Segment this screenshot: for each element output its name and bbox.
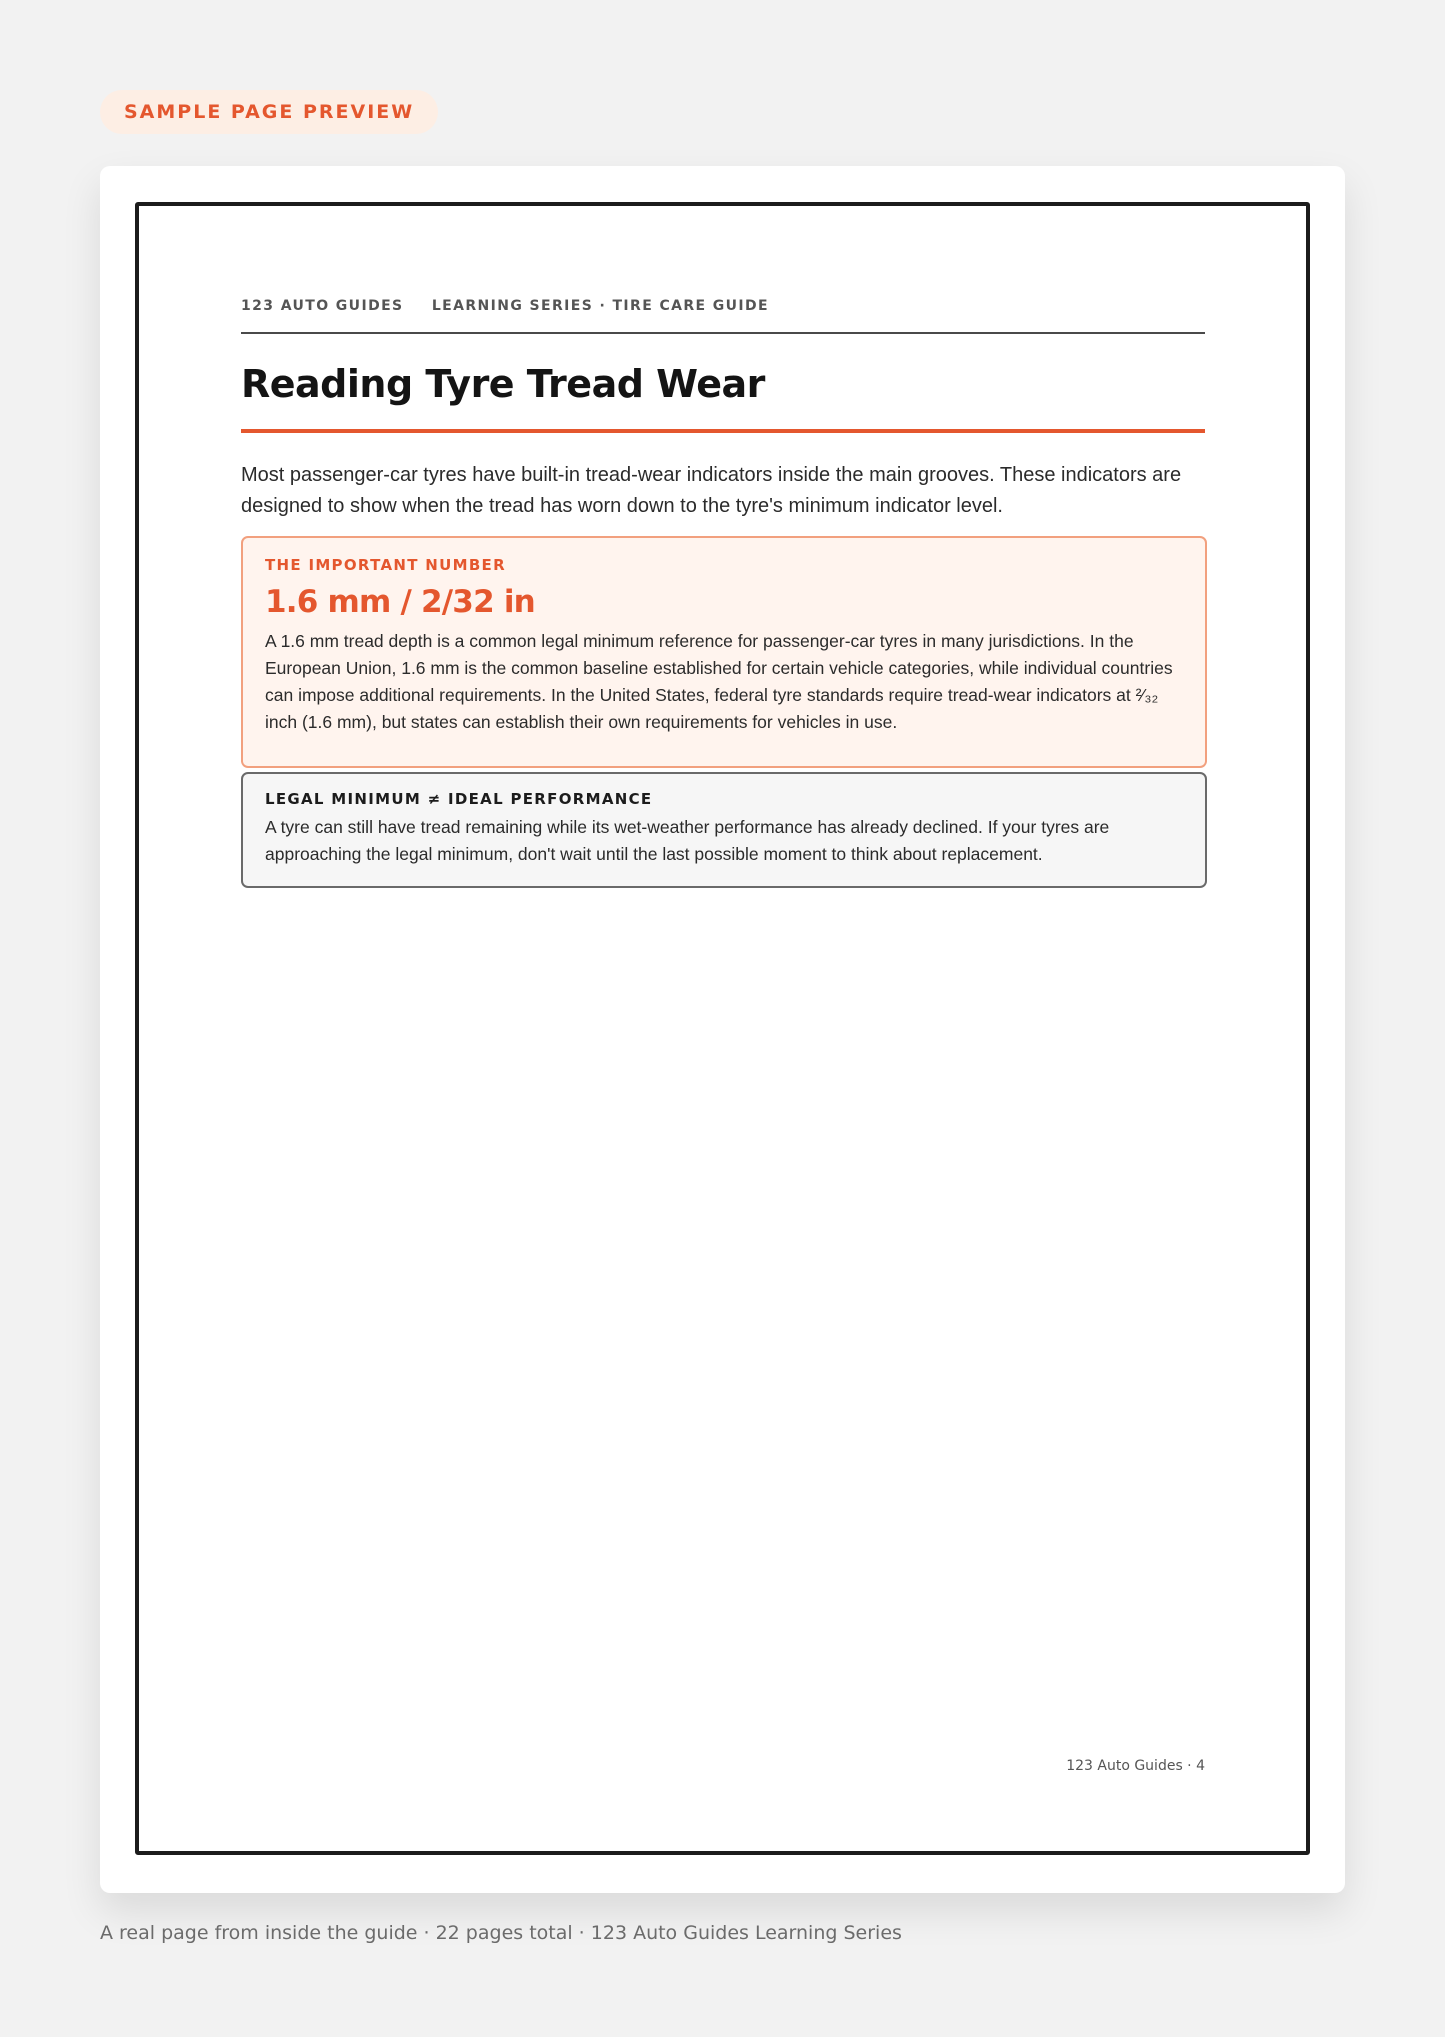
page-title: Reading Tyre Tread Wear bbox=[241, 362, 765, 406]
title-divider bbox=[241, 429, 1205, 433]
note-body: A tyre can still have tread remaining while its wet-weather performance has already declined. If your tyres are approaching the legal minimum, don't wait until the last possible moment to think about replacement. bbox=[265, 817, 1110, 864]
running-header bbox=[241, 298, 1205, 334]
header-series: LEARNING SERIES · TIRE CARE GUIDE bbox=[431, 298, 770, 314]
legal-minimum-note bbox=[241, 772, 1207, 888]
important-number-callout bbox=[241, 536, 1207, 768]
preview-caption: A real page from inside the guide · 22 pages total · 123 Auto Guides Learning Series bbox=[100, 1922, 902, 1944]
header-brand: 123 AUTO GUIDES bbox=[241, 298, 404, 314]
tread-depth-value: 1.6 mm / 2/32 in bbox=[265, 584, 535, 620]
intro-paragraph: Most passenger-car tyres have built-in tread-wear indicators inside the main grooves. These indicators are designed to show when the tread has worn down to the tyre's minimum indicator level. bbox=[241, 464, 1182, 517]
page-footer: 123 Auto Guides · 4 bbox=[1066, 1758, 1205, 1774]
note-label: LEGAL MINIMUM ≠ IDEAL PERFORMANCE bbox=[265, 790, 653, 808]
document-page bbox=[135, 202, 1310, 1855]
sample-preview-badge: SAMPLE PAGE PREVIEW bbox=[100, 90, 438, 134]
callout-label: THE IMPORTANT NUMBER bbox=[265, 556, 506, 574]
preview-card bbox=[100, 166, 1345, 1893]
callout-body: A 1.6 mm tread depth is a common legal minimum reference for passenger-car tyres in many jurisdictions. In the European Union, 1.6 mm is the common baseline established for certain vehicle categories, while individual countries can impose additional requirements. In the United States, federal tyre standards require tread-wear indicators at ²⁄₃₂ inch (1.6 mm), but states can establish their own requirements for vehicles in use. bbox=[265, 631, 1173, 732]
